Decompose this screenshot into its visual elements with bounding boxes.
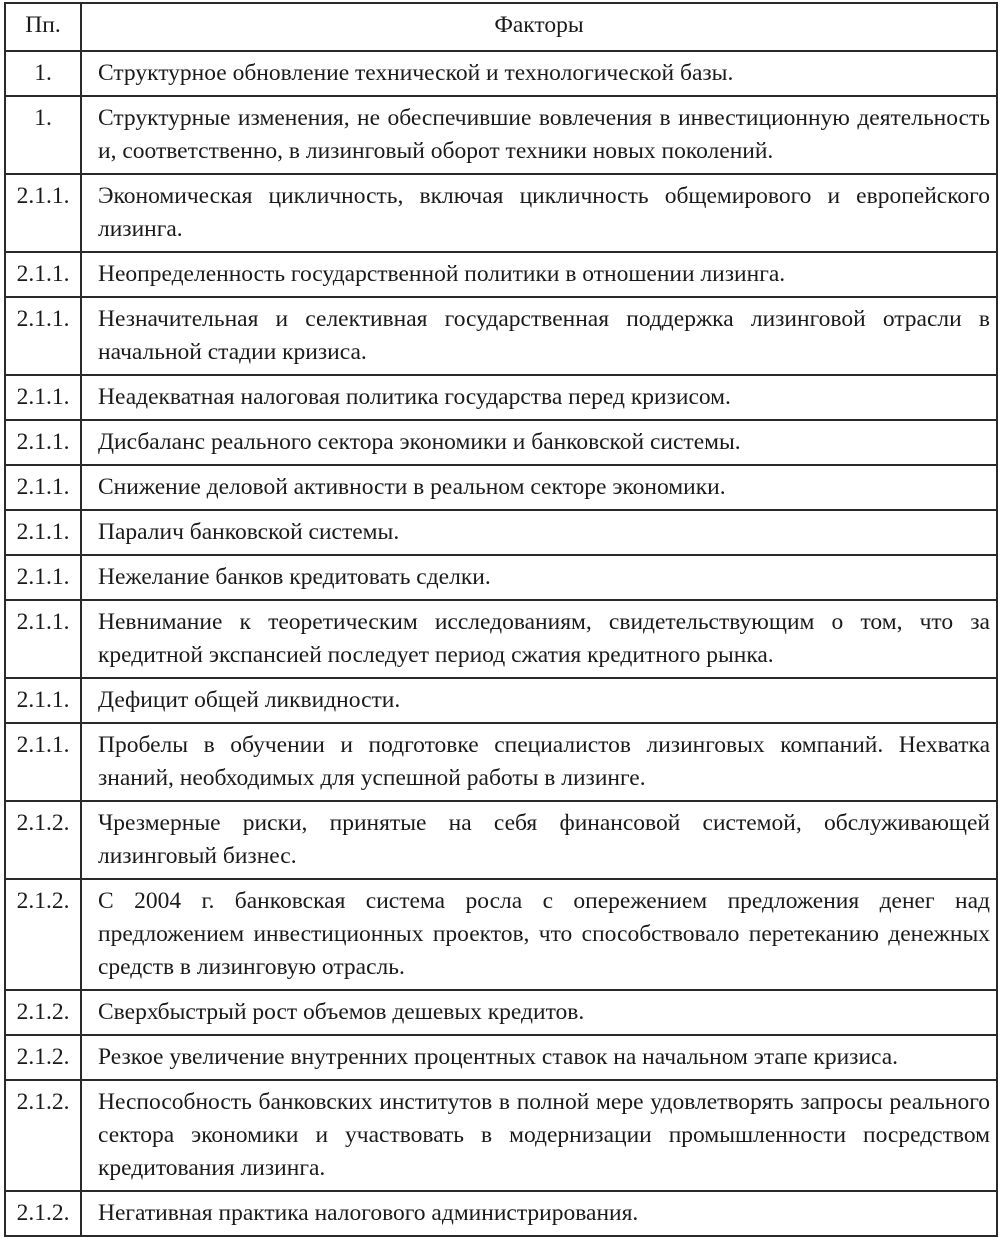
row-number: 2.1.1. (5, 174, 81, 252)
table-header (5, 3, 997, 51)
table-row (5, 801, 997, 879)
table-row (5, 51, 997, 96)
factor-text: Снижение деловой активности в реальном секторе экономики. (81, 465, 997, 510)
table-row (5, 96, 997, 174)
table-row (5, 1035, 997, 1080)
factor-text: Незначительная и селективная государственная поддержка лизинговой отрасли в начальной стадии кризиса. (81, 297, 997, 375)
factor-text: Негативная практика налогового администрирования. (81, 1191, 997, 1236)
factor-text: Пробелы в обучении и подготовке специалистов лизинговых компаний. Нехватка знаний, необходимых для успешной работы в лизинге. (81, 723, 997, 801)
row-number: 2.1.2. (5, 879, 81, 990)
factors-table (4, 2, 998, 1237)
row-number: 2.1.2. (5, 1080, 81, 1191)
table-row (5, 510, 997, 555)
factor-text: Неспособность банковских институтов в полной мере удовлетворять запросы реального сектора экономики и участвовать в модернизации промышленности посредством кредитования лизинга. (81, 1080, 997, 1191)
table-body (5, 51, 997, 1236)
table-row (5, 723, 997, 801)
header-factors: Факторы (81, 3, 997, 51)
factor-text: Паралич банковской системы. (81, 510, 997, 555)
table-row (5, 555, 997, 600)
factor-text: Неадекватная налоговая политика государства перед кризисом. (81, 375, 997, 420)
factor-text: Чрезмерные риски, принятые на себя финансовой системой, обслуживающей лизинговый бизнес. (81, 801, 997, 879)
table-row (5, 990, 997, 1035)
table-row (5, 252, 997, 297)
header-row (5, 3, 997, 51)
factor-text: Структурные изменения, не обеспечившие вовлечения в инвестиционную деятельность и, соответственно, в лизинговый оборот техники новых поколений. (81, 96, 997, 174)
factor-text: Невнимание к теоретическим исследованиям, свидетельствующим о том, что за кредитной экспансией последует период сжатия кредитного рынка. (81, 600, 997, 678)
table-row (5, 678, 997, 723)
row-number: 2.1.1. (5, 375, 81, 420)
factor-text: Экономическая цикличность, включая цикличность общемирового и европейского лизинга. (81, 174, 997, 252)
factor-text: С 2004 г. банковская система росла с опережением предложения денег над предложением инвестиционных проектов, что способствовало перетеканию денежных средств в лизинговую отрасль. (81, 879, 997, 990)
header-number: Пп. (5, 3, 81, 51)
row-number: 2.1.1. (5, 555, 81, 600)
row-number: 2.1.1. (5, 297, 81, 375)
row-number: 2.1.2. (5, 1035, 81, 1080)
factor-text: Нежелание банков кредитовать сделки. (81, 555, 997, 600)
table-row (5, 879, 997, 990)
row-number: 2.1.1. (5, 252, 81, 297)
row-number: 2.1.2. (5, 1191, 81, 1236)
factor-text: Резкое увеличение внутренних процентных ставок на начальном этапе кризиса. (81, 1035, 997, 1080)
table-row (5, 174, 997, 252)
factor-text: Неопределенность государственной политики в отношении лизинга. (81, 252, 997, 297)
factor-text: Дефицит общей ликвидности. (81, 678, 997, 723)
row-number: 2.1.1. (5, 420, 81, 465)
row-number: 1. (5, 51, 81, 96)
row-number: 2.1.1. (5, 465, 81, 510)
factor-text: Дисбаланс реального сектора экономики и банковской системы. (81, 420, 997, 465)
row-number: 2.1.1. (5, 510, 81, 555)
row-number: 2.1.1. (5, 678, 81, 723)
factor-text: Сверхбыстрый рост объемов дешевых кредитов. (81, 990, 997, 1035)
table-row (5, 1191, 997, 1236)
row-number: 2.1.2. (5, 990, 81, 1035)
table-row (5, 465, 997, 510)
row-number: 1. (5, 96, 81, 174)
table-row (5, 297, 997, 375)
table-row (5, 375, 997, 420)
table-row (5, 600, 997, 678)
row-number: 2.1.1. (5, 600, 81, 678)
row-number: 2.1.1. (5, 723, 81, 801)
row-number: 2.1.2. (5, 801, 81, 879)
table-row (5, 1080, 997, 1191)
factor-text: Структурное обновление технической и технологической базы. (81, 51, 997, 96)
table-row (5, 420, 997, 465)
